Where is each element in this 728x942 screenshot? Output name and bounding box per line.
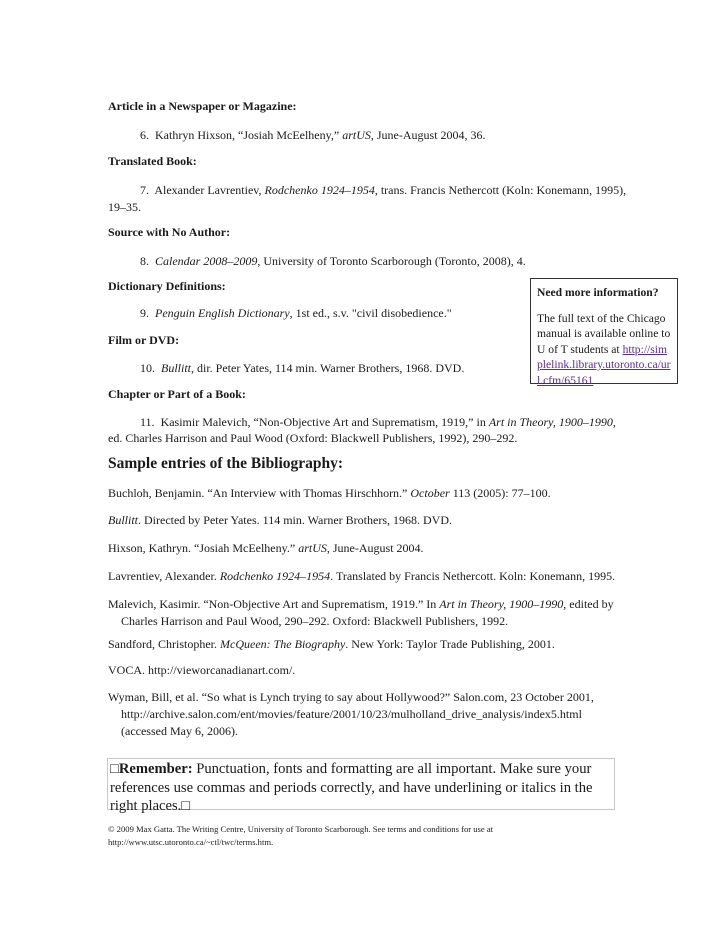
note-10 <box>140 361 464 376</box>
box-glyph: □ <box>110 761 119 777</box>
note-text: Alexander Lavrentiev, <box>154 183 262 197</box>
bib-entry-lavrentiev <box>108 568 615 585</box>
reminder-text: Punctuation, fonts and formatting are all important. Make sure your references use commas and periods correctly, and have underlining or italics in the right places. <box>110 761 593 814</box>
note-number: 6. <box>140 128 149 142</box>
section-heading-newspaper: Article in a Newspaper or Magazine: <box>108 99 297 113</box>
note-8 <box>140 254 526 269</box>
bib-entry-voca <box>108 662 295 679</box>
footer-terms-url: http://www.utsc.utoronto.ca/~ctl/twc/terms.htm. <box>108 837 274 847</box>
info-sidebar-box <box>530 278 678 387</box>
bib-text-tail: . Directed by Peter Yates. 114 min. Warner Brothers, 1968. DVD. <box>138 513 452 527</box>
bib-italic-title: McQueen: The Biography <box>220 637 346 651</box>
bib-text-continuation: (accessed May 6, 2006). <box>121 724 238 738</box>
bib-italic-title: Art in Theory, 1900–1990 <box>439 597 564 611</box>
bib-entry-hixson <box>108 540 424 557</box>
note-italic-title: Penguin English Dictionary <box>155 306 290 320</box>
note-number: 7. <box>140 183 149 197</box>
note-text-tail: , trans. Francis Nethercott (Koln: Konemann, 1995), <box>374 183 627 197</box>
footer-copyright <box>108 823 493 849</box>
note-italic-title: Calendar 2008–2009 <box>155 254 258 268</box>
bib-italic-title: Bullitt <box>108 513 138 527</box>
note-text-tail: , dir. Peter Yates, 114 min. Warner Brothers, 1968. DVD. <box>191 361 465 375</box>
section-heading-translated: Translated Book: <box>108 154 197 168</box>
bib-text-tail: . New York: Taylor Trade Publishing, 2001. <box>345 637 555 651</box>
chicago-manual-link[interactable]: http://simplelink.library.utoronto.ca/url.cfm/65161 <box>537 342 671 387</box>
bib-text-tail: , edited by <box>563 597 614 611</box>
note-italic-title: Bullitt <box>161 361 191 375</box>
reminder-box <box>107 758 615 814</box>
bib-text: Wyman, Bill, et al. “So what is Lynch trying to say about Hollywood?” Salon.com, 23 October 2001, <box>108 690 594 704</box>
bib-entry-bullitt <box>108 512 452 529</box>
bib-url: http://archive.salon.com/ent/movies/feature/2001/10/23/mulholland_drive_analysis/index5.html <box>121 707 582 721</box>
footer-line: © 2009 Max Gatta. The Writing Centre, University of Toronto Scarborough. See terms and conditions for use at <box>108 824 494 834</box>
note-11-continuation: ed. Charles Harrison and Paul Wood (Oxford: Blackwell Publishers, 1992), 290–292. <box>108 431 518 445</box>
note-text-tail: , <box>612 415 616 429</box>
bib-text: Hixson, Kathryn. “Josiah McEelheny.” <box>108 541 296 555</box>
bib-text: Lavrentiev, Alexander. <box>108 569 217 583</box>
note-text: Kathryn Hixson, “Josiah McEelheny,” <box>155 128 340 142</box>
note-number: 11. <box>140 415 155 429</box>
bib-text: Malevich, Kasimir. “Non-Objective Art and Suprematism, 1919.” In <box>108 597 437 611</box>
bib-text-tail: 113 (2005): 77–100. <box>452 486 551 500</box>
note-number: 10. <box>140 361 155 375</box>
note-text-tail: , June-August 2004, 36. <box>370 128 486 142</box>
note-italic-title: Art in Theory, 1900–1990 <box>488 415 613 429</box>
note-number: 9. <box>140 306 149 320</box>
note-text-tail: , University of Toronto Scarborough (Toronto, 2008), 4. <box>257 254 526 268</box>
note-6 <box>140 128 486 143</box>
bib-text: Buchloh, Benjamin. “An Interview with Thomas Hirschhorn.” <box>108 486 408 500</box>
note-text-tail: , 1st ed., s.v. "civil disobedience." <box>289 306 452 320</box>
bib-entry-sandford <box>108 636 555 653</box>
bib-italic-title: October <box>410 486 450 500</box>
note-9 <box>140 306 452 321</box>
note-italic-title: artUS <box>342 128 371 142</box>
note-7-continuation: 19–35. <box>108 200 141 214</box>
bib-text-tail: , June-August 2004. <box>326 541 424 555</box>
bib-text-tail: . Translated by Francis Nethercott. Koln: Konemann, 1995. <box>330 569 616 583</box>
section-heading-dictionary: Dictionary Definitions: <box>108 279 226 293</box>
bib-entry-buchloh <box>108 485 551 502</box>
sidebar-title: Need more information? <box>537 286 659 299</box>
sidebar-text: The full text of the Chicago manual is available online to U of T students at <box>537 311 671 356</box>
box-glyph: □ <box>181 798 191 814</box>
bib-italic-title: Rodchenko 1924–1954 <box>219 569 331 583</box>
bib-text: VOCA. http://vieworcanadianart.com/. <box>108 663 296 677</box>
note-text: Kasimir Malevich, “Non-Objective Art and Suprematism, 1919,” in <box>160 415 486 429</box>
section-heading-no-author: Source with No Author: <box>108 225 231 239</box>
note-7 <box>140 183 626 198</box>
bib-text-continuation: Charles Harrison and Paul Wood, 290–292. Oxford: Blackwell Publishers, 1992. <box>121 614 509 628</box>
bibliography-title: Sample entries of the Bibliography: <box>108 455 344 472</box>
note-number: 8. <box>140 254 149 268</box>
sidebar-body <box>537 311 671 389</box>
section-heading-film: Film or DVD: <box>108 333 180 347</box>
bib-entry-malevich <box>108 596 614 630</box>
section-heading-chapter: Chapter or Part of a Book: <box>108 387 246 401</box>
bib-entry-wyman <box>108 689 594 740</box>
note-11 <box>140 415 616 430</box>
bib-text: Sandford, Christopher. <box>108 637 217 651</box>
note-italic-title: Rodchenko 1924–1954 <box>264 183 375 197</box>
bib-italic-title: artUS <box>298 541 327 555</box>
reminder-label: Remember: <box>118 761 193 777</box>
